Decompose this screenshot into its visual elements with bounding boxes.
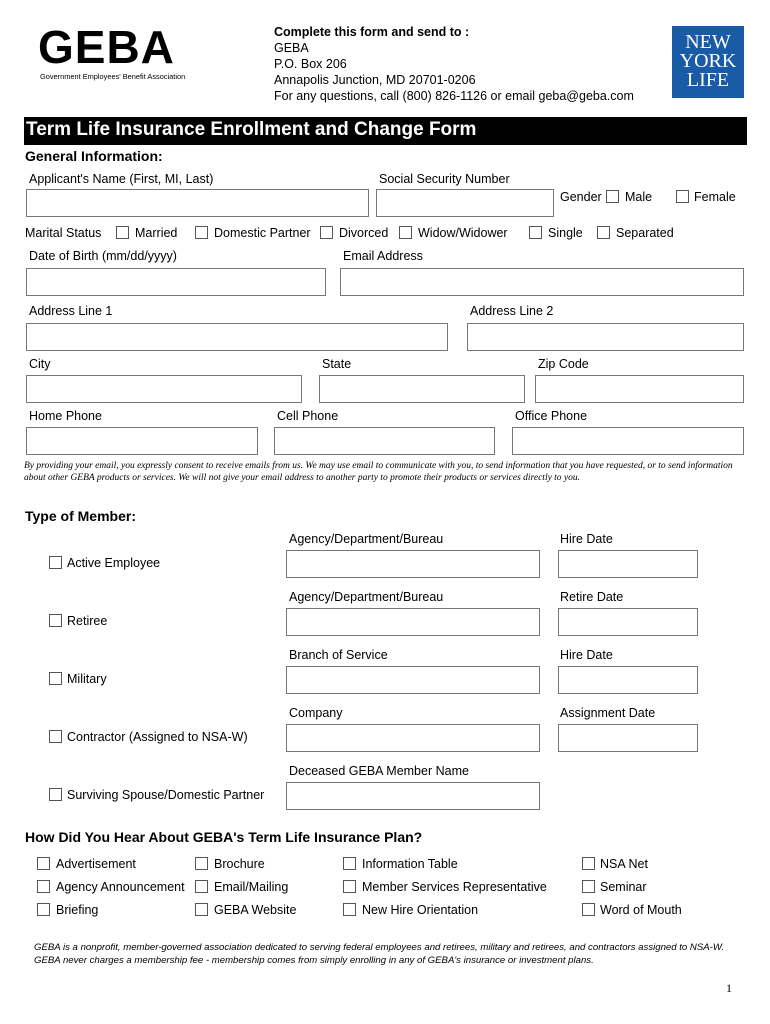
- seminar-label: Seminar: [600, 880, 647, 894]
- marital-single-label: Single: [548, 226, 583, 240]
- marital-separated-label: Separated: [616, 226, 674, 240]
- hear-about-heading: How Did You Hear About GEBA's Term Life Insurance Plan?: [25, 829, 423, 845]
- surviving-spouse-checkbox[interactable]: [49, 788, 62, 801]
- zip-input[interactable]: [535, 375, 744, 403]
- seminar-checkbox[interactable]: [582, 880, 595, 893]
- address2-label: Address Line 2: [470, 304, 554, 318]
- ssn-input[interactable]: [376, 189, 554, 217]
- member-services-checkbox[interactable]: [343, 880, 356, 893]
- home-phone-label: Home Phone: [29, 409, 102, 423]
- city-label: City: [29, 357, 51, 371]
- deceased-member-label: Deceased GEBA Member Name: [289, 764, 469, 778]
- email-mailing-label: Email/Mailing: [214, 880, 289, 894]
- agency-announcement-label: Agency Announcement: [56, 880, 185, 894]
- marital-widow-checkbox[interactable]: [399, 226, 412, 239]
- branch-label: Branch of Service: [289, 648, 388, 662]
- geba-website-label: GEBA Website: [214, 903, 297, 917]
- surviving-spouse-label: Surviving Spouse/Domestic Partner: [67, 788, 265, 802]
- form-title: Term Life Insurance Enrollment and Change Form: [26, 119, 477, 140]
- information-table-checkbox[interactable]: [343, 857, 356, 870]
- hire-date-label: Hire Date: [560, 648, 613, 662]
- gender-male-checkbox[interactable]: [606, 190, 619, 203]
- agency-label: Agency/Department/Bureau: [289, 590, 444, 604]
- cell-phone-input[interactable]: [274, 427, 495, 455]
- active-hire-date-input[interactable]: [558, 550, 698, 578]
- briefing-label: Briefing: [56, 903, 99, 917]
- address1-input[interactable]: [26, 323, 448, 351]
- agency-label: Agency/Department/Bureau: [289, 532, 444, 546]
- nsa-net-label: NSA Net: [600, 857, 648, 871]
- military-label: Military: [67, 672, 107, 686]
- branch-input[interactable]: [286, 666, 540, 694]
- retiree-agency-input[interactable]: [286, 608, 540, 636]
- brochure-checkbox[interactable]: [195, 857, 208, 870]
- general-info-heading: General Information:: [25, 148, 163, 164]
- city-input[interactable]: [26, 375, 302, 403]
- geba-logo-text: GEBA: [38, 21, 175, 73]
- gender-male-label: Male: [625, 190, 653, 204]
- geba-footer-note: GEBA is a nonprofit, member-governed association dedicated to serving federal employees and retirees, military and retirees, and contractors assigned to NSA-W. GEBA never charges a membership fee - membership comes from simply enrolling in any of GEBA's insurance or investment plans.: [34, 942, 725, 966]
- marital-divorced-checkbox[interactable]: [320, 226, 333, 239]
- gender-label: Gender: [560, 190, 602, 204]
- marital-widow-label: Widow/Widower: [418, 226, 508, 240]
- nyl-logo-line: YORK: [679, 50, 737, 72]
- word-of-mouth-checkbox[interactable]: [582, 903, 595, 916]
- assignment-date-label: Assignment Date: [560, 706, 656, 720]
- active-employee-checkbox[interactable]: [49, 556, 62, 569]
- form-title-bar: [24, 117, 747, 145]
- new-hire-orientation-checkbox[interactable]: [343, 903, 356, 916]
- new-york-life-logo: [672, 26, 744, 98]
- marital-status-label: Marital Status: [25, 226, 102, 240]
- agency-announcement-checkbox[interactable]: [37, 880, 50, 893]
- deceased-member-input[interactable]: [286, 782, 540, 810]
- email-mailing-checkbox[interactable]: [195, 880, 208, 893]
- geba-logo-tagline: Government Employees' Benefit Association: [40, 72, 186, 81]
- advertisement-checkbox[interactable]: [37, 857, 50, 870]
- geba-logo: [38, 21, 190, 84]
- hire-date-label: Hire Date: [560, 532, 613, 546]
- nyl-logo-line: LIFE: [686, 69, 730, 91]
- home-phone-input[interactable]: [26, 427, 258, 455]
- contractor-checkbox[interactable]: [49, 730, 62, 743]
- member-services-label: Member Services Representative: [362, 880, 547, 894]
- contractor-label: Contractor (Assigned to NSA-W): [67, 730, 248, 744]
- retiree-checkbox[interactable]: [49, 614, 62, 627]
- active-employee-label: Active Employee: [67, 556, 161, 570]
- marital-domestic-partner-checkbox[interactable]: [195, 226, 208, 239]
- nyl-logo-line: NEW: [685, 31, 731, 53]
- zip-label: Zip Code: [538, 357, 589, 371]
- address-line: Annapolis Junction, MD 20701-0206: [274, 73, 476, 87]
- retiree-label: Retiree: [67, 614, 108, 628]
- briefing-checkbox[interactable]: [37, 903, 50, 916]
- marital-married-checkbox[interactable]: [116, 226, 129, 239]
- page-number: 1: [726, 981, 732, 995]
- ssn-label: Social Security Number: [379, 172, 510, 186]
- active-agency-input[interactable]: [286, 550, 540, 578]
- gender-female-label: Female: [694, 190, 736, 204]
- email-label: Email Address: [343, 249, 423, 263]
- marital-married-label: Married: [135, 226, 178, 240]
- company-label: Company: [289, 706, 343, 720]
- applicant-name-input[interactable]: [26, 189, 369, 217]
- new-hire-orientation-label: New Hire Orientation: [362, 903, 479, 917]
- applicant-name-label: Applicant's Name (First, MI, Last): [29, 172, 214, 186]
- company-input[interactable]: [286, 724, 540, 752]
- information-table-label: Information Table: [362, 857, 458, 871]
- member-type-heading: Type of Member:: [25, 508, 136, 524]
- dob-input[interactable]: [26, 268, 326, 296]
- email-consent-note: By providing your email, you expressly consent to receive emails from us. We may use email to communicate with you, to send information that you have requested, or to send information about other GEBA products or services. We will not give your email address to another party to promote their products or services directly to you.: [24, 461, 733, 483]
- state-input[interactable]: [319, 375, 525, 403]
- marital-separated-checkbox[interactable]: [597, 226, 610, 239]
- advertisement-label: Advertisement: [56, 857, 136, 871]
- address1-label: Address Line 1: [29, 304, 113, 318]
- contact-line: For any questions, call (800) 826-1126 or email geba@geba.com: [274, 89, 634, 103]
- retire-date-input[interactable]: [558, 608, 698, 636]
- marital-single-checkbox[interactable]: [529, 226, 542, 239]
- cell-phone-label: Cell Phone: [277, 409, 339, 423]
- office-phone-input[interactable]: [512, 427, 744, 455]
- email-input[interactable]: [340, 268, 744, 296]
- word-of-mouth-label: Word of Mouth: [600, 903, 682, 917]
- brochure-label: Brochure: [214, 857, 265, 871]
- marital-domestic-partner-label: Domestic Partner: [214, 226, 311, 240]
- state-label: State: [322, 357, 352, 371]
- send-to-heading: Complete this form and send to :: [274, 25, 470, 39]
- military-checkbox[interactable]: [49, 672, 62, 685]
- address2-input[interactable]: [467, 323, 744, 351]
- office-phone-label: Office Phone: [515, 409, 588, 423]
- nsa-net-checkbox[interactable]: [582, 857, 595, 870]
- gender-female-checkbox[interactable]: [676, 190, 689, 203]
- send-to-block: [274, 24, 634, 104]
- dob-label: Date of Birth (mm/dd/yyyy): [29, 249, 177, 263]
- marital-divorced-label: Divorced: [339, 226, 389, 240]
- retire-date-label: Retire Date: [560, 590, 624, 604]
- military-hire-date-input[interactable]: [558, 666, 698, 694]
- address-line: GEBA: [274, 41, 309, 55]
- geba-website-checkbox[interactable]: [195, 903, 208, 916]
- assignment-date-input[interactable]: [558, 724, 698, 752]
- address-line: P.O. Box 206: [274, 57, 347, 71]
